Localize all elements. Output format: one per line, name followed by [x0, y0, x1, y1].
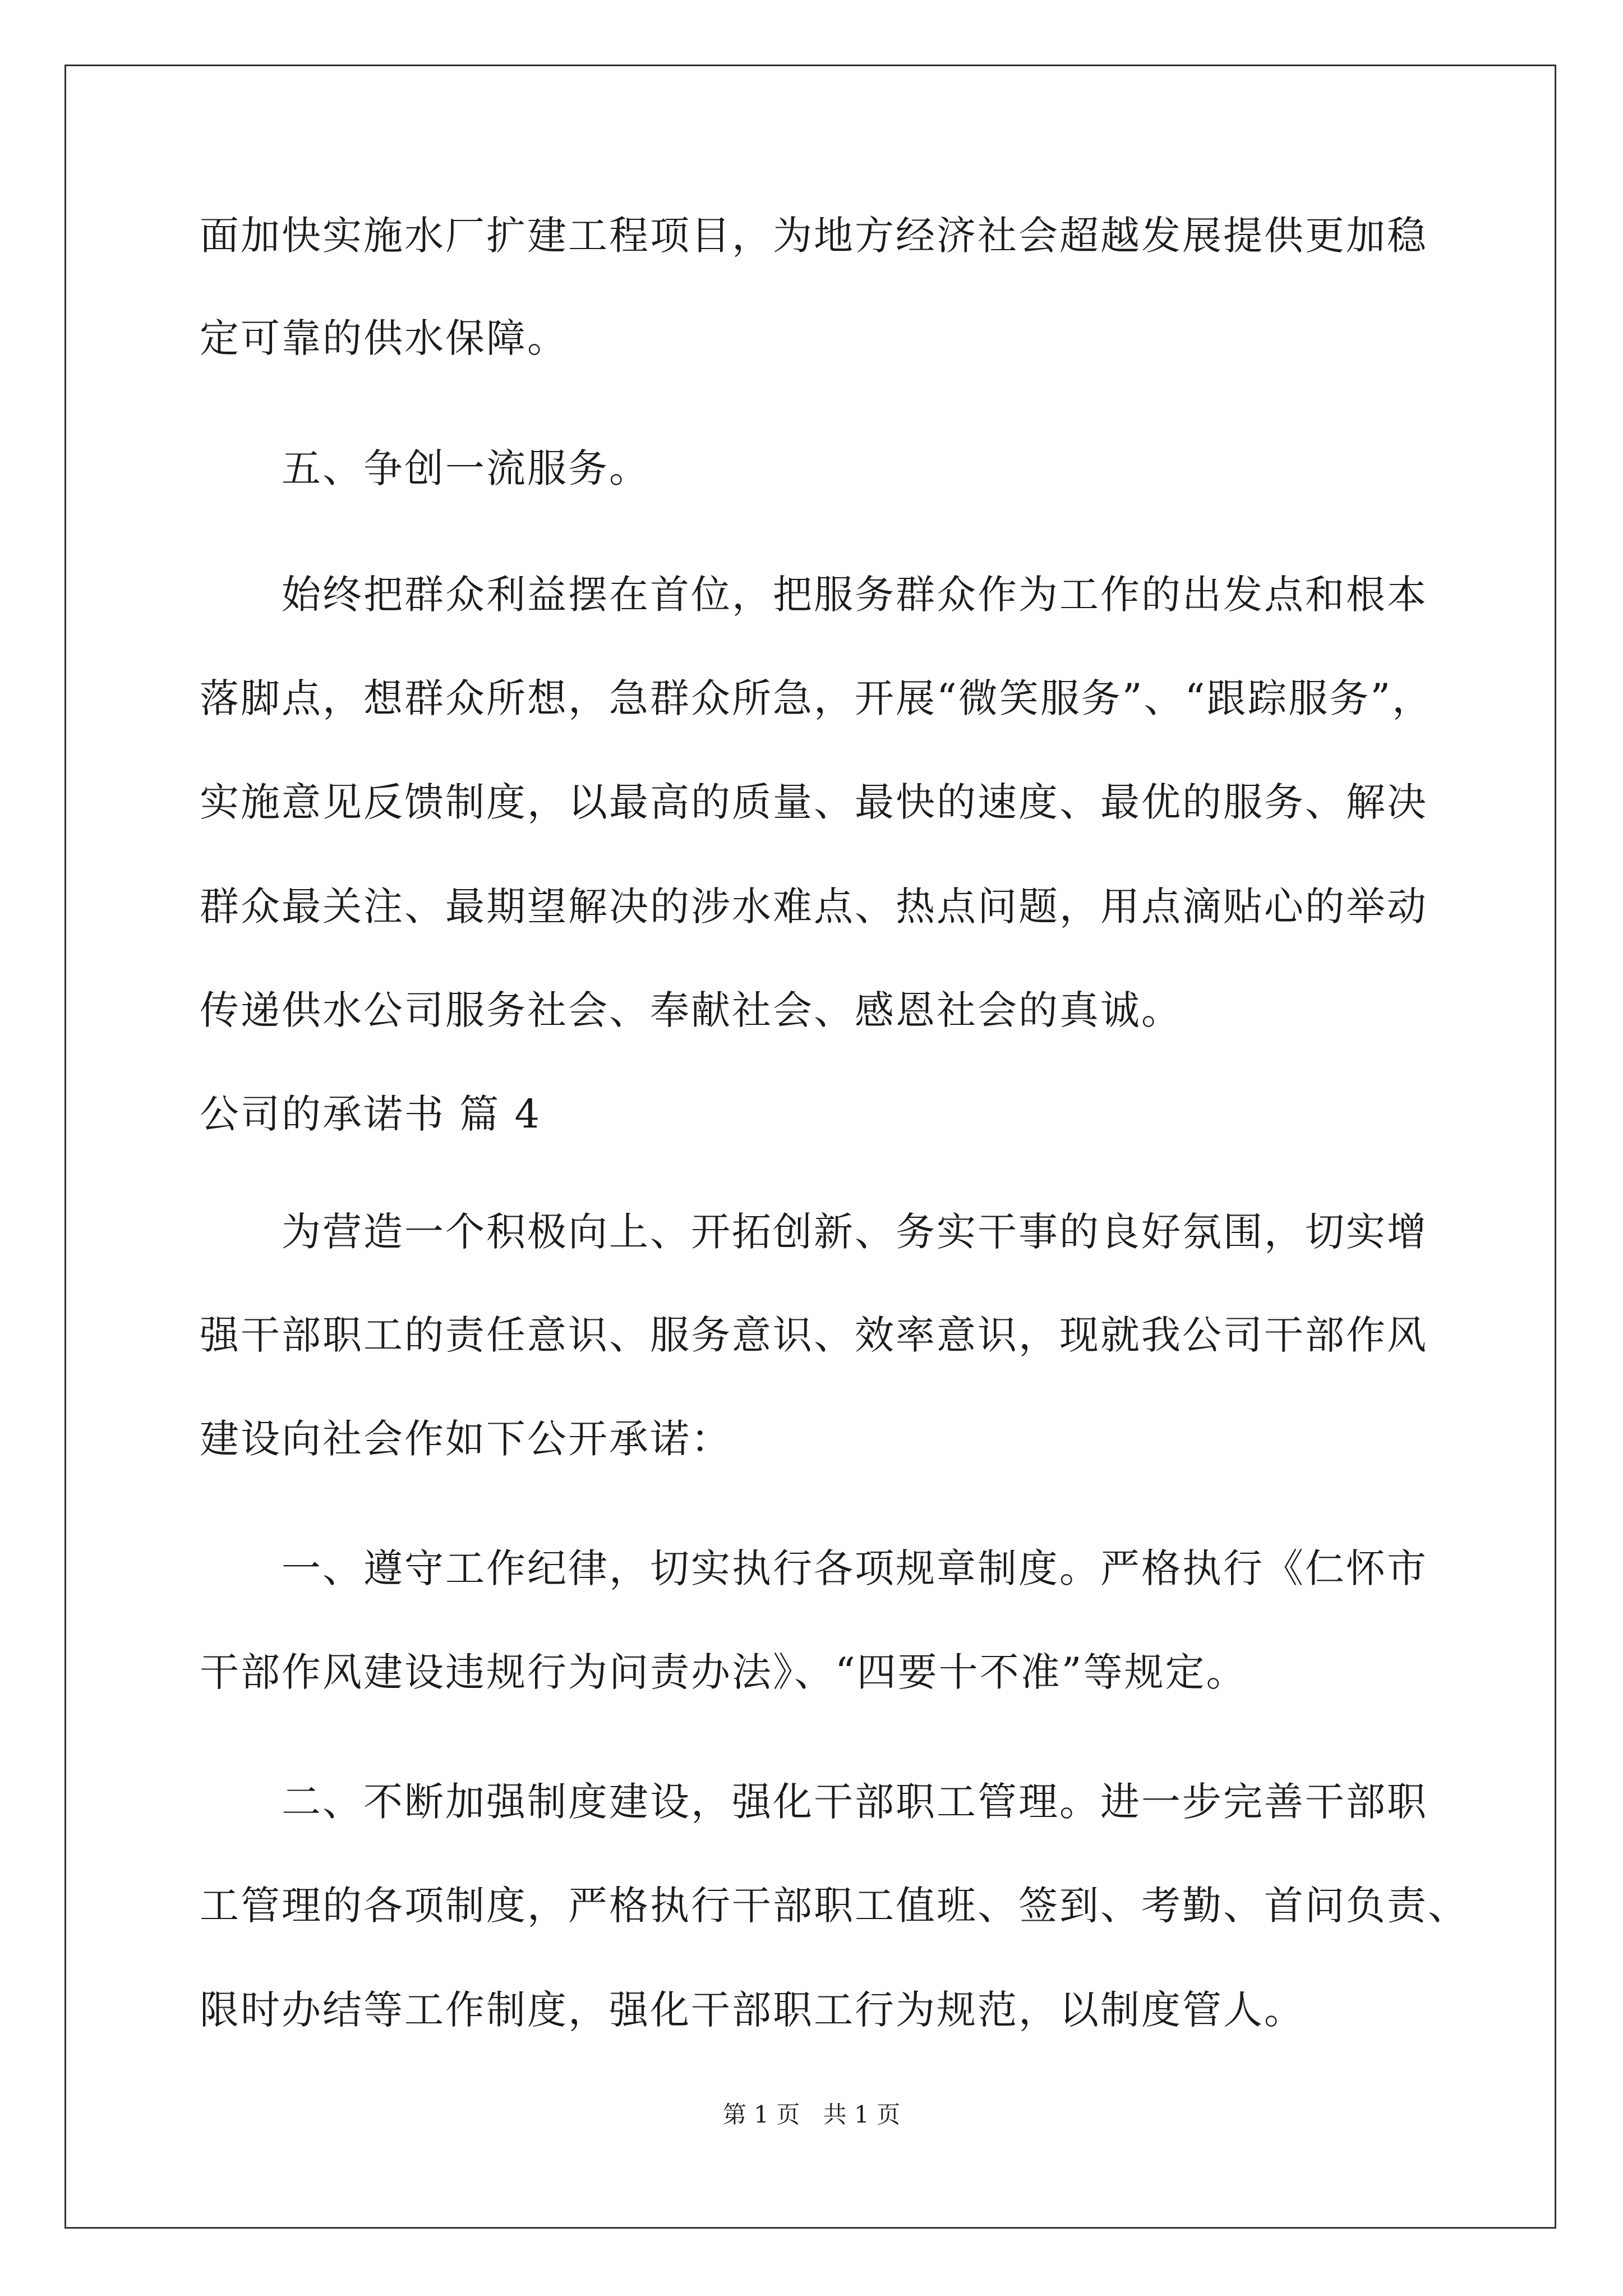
text-line: 定可靠的供水保障。	[200, 315, 568, 361]
page-total: 共 1 页	[823, 2101, 901, 2128]
page-number: 第 1 页	[722, 2101, 800, 2128]
text-line: 实施意见反馈制度，以最高的质量、最快的速度、最优的服务、解决	[200, 779, 1428, 825]
text-line: 干部作风建设违规行为问责办法》、“四要十不准”等规定。	[200, 1649, 1247, 1695]
text-line: 落脚点，想群众所想，急群众所急，开展“微笑服务”、“跟踪服务”，	[200, 675, 1433, 721]
text-line: 群众最关注、最期望解决的涉水难点、热点问题，用点滴贴心的举动	[200, 884, 1428, 930]
text-line: 工管理的各项制度，严格执行干部职工值班、签到、考勤、首问负责、	[200, 1883, 1469, 1929]
text-line: 限时办结等工作制度，强化干部职工行为规范，以制度管人。	[200, 1987, 1305, 2033]
text-line: 建设向社会作如下公开承诺：	[200, 1416, 732, 1462]
text-line: 面加快实施水厂扩建工程项目，为地方经济社会超越发展提供更加稳	[200, 213, 1428, 259]
article-title: 公司的承诺书 篇 4	[200, 1091, 542, 1137]
text-line: 二、不断加强制度建设，强化干部职工管理。进一步完善干部职	[282, 1779, 1428, 1825]
text-line: 始终把群众利益摆在首位，把服务群众作为工作的出发点和根本	[282, 572, 1428, 618]
text-line: 传递供水公司服务社会、奉献社会、感恩社会的真诚。	[200, 987, 1182, 1033]
text-line: 强干部职工的责任意识、服务意识、效率意识，现就我公司干部作风	[200, 1312, 1428, 1358]
text-line: 一、遵守工作纪律，切实执行各项规章制度。严格执行《仁怀市	[282, 1545, 1428, 1591]
section-heading: 五、争创一流服务。	[282, 445, 650, 491]
text-line: 为营造一个积极向上、开拓创新、务实干事的良好氛围，切实增	[282, 1209, 1428, 1255]
page-footer	[0, 2101, 1623, 2129]
